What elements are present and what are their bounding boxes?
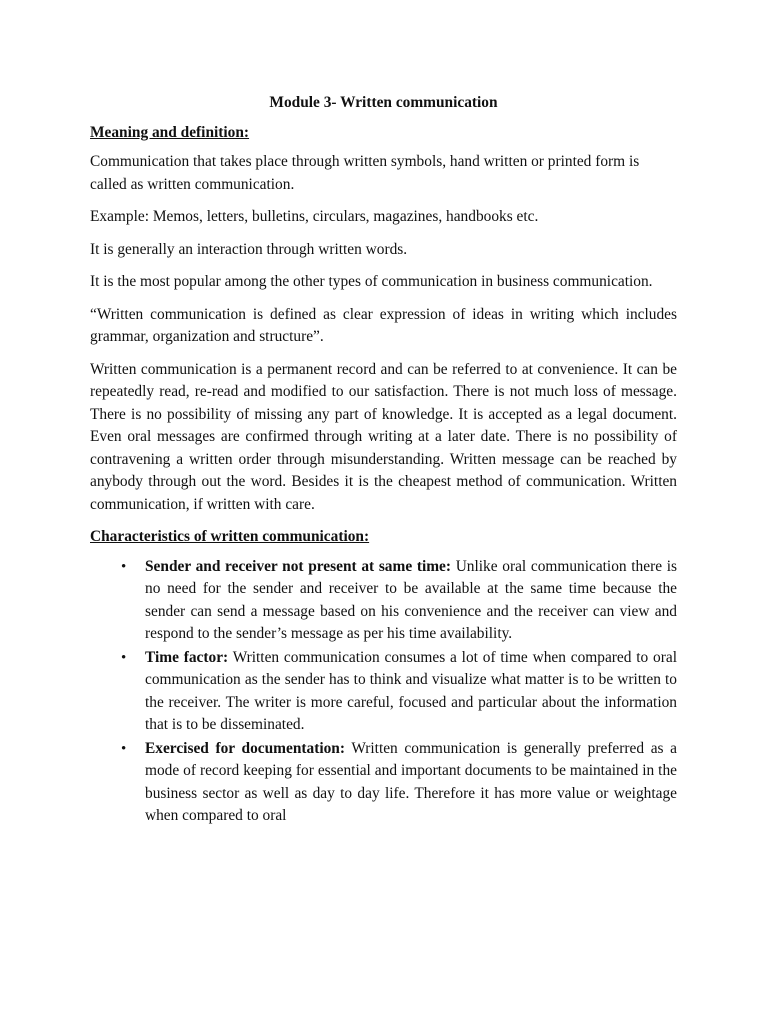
bullet-icon: • [121, 558, 127, 575]
list-item [121, 738, 678, 828]
section-heading-characteristics: Characteristics of written communication: [90, 528, 370, 545]
section-heading-meaning: Meaning and definition: [90, 123, 250, 141]
page-title: Module 3- Written communication [269, 94, 498, 111]
bullet-icon: • [121, 740, 127, 757]
paragraph-example: Example: Memos, letters, bulletins, circulars, magazines, handbooks etc. [90, 208, 539, 225]
paragraph-popular: It is the most popular among the other types of communication in business communication. [90, 273, 653, 290]
paragraph-permanent-record: Written communication is a permanent record and can be referred to at convenience. It can be repeatedly read, re-read and modified to our satisfaction. There is not much loss of message. There is no possibility of missing any part of knowledge. It is accepted as a legal document. Even oral messages are confirmed through writing at a later date. There is no possibility of contravening a written order through misunderstanding. Written message can be reached by anybody through out the word. Besides it is the cheapest method of communication. Written communication, if written with care. [90, 360, 677, 513]
bullet-icon: • [121, 649, 127, 666]
item-text: Written communication consumes a lot of time when compared to oral communication as the sender has to think and visualize what matter is to be written to the receiver. The writer is more careful, focused and particular about the information that is to be disseminated. [145, 648, 677, 733]
item-lead: Time factor: [145, 648, 229, 666]
document-page [90, 92, 677, 829]
item-lead: Exercised for documentation: [145, 739, 345, 757]
item-text: Unlike oral communication there is no need for the sender and receiver to be available at the same time because the sender can send a message based on his convenience and the receiver can view and respond to the sender’s message as per his time availability. [145, 557, 677, 642]
characteristics-list [90, 556, 677, 828]
item-lead: Sender and receiver not present at same time: [145, 557, 452, 575]
list-item [121, 556, 677, 646]
paragraph-interaction: It is generally an interaction through written words. [90, 240, 408, 258]
paragraph-definition: Communication that takes place through written symbols, hand written or printed form is called as written communication. [90, 153, 640, 193]
item-text: Written communication is generally preferred as a mode of record keeping for essential and important documents to be maintained in the business sector as well as day to day life. Therefore it has more value or weightage when compared to oral [145, 739, 678, 824]
list-item [121, 647, 677, 737]
paragraph-quote: “Written communication is defined as clear expression of ideas in writing which includes grammar, organization and structure”. [90, 305, 677, 345]
